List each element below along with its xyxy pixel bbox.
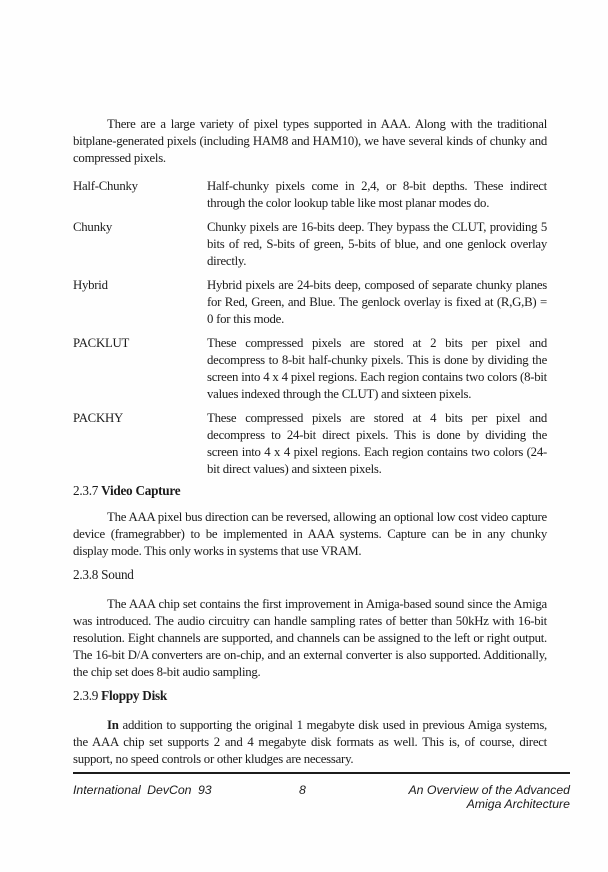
footer-page-number: 8 [299,783,306,797]
definition-row [73,335,547,403]
definition-term: PACKLUT [73,336,130,350]
section-title: Floppy Disk [101,688,167,703]
intro-paragraph: There are a large variety of pixel types supported in AAA. Along with the traditional bitplane-generated pixels (including HAM8 and HAM10), we have several kinds of chunky and compressed pixels. [73,117,547,165]
definition-description: These compressed pixels are stored at 2 bits per pixel and decompress to 8-bit half-chunky pixels. This is done by dividing the screen into 4 x 4 pixel regions. Each region contains two colors (8-bit values indexed through the CLUT) and sixteen pixels. [207,336,547,401]
section-number: 2.3.7 [73,483,99,498]
definition-description: Half-chunky pixels come in 2,4, or 8-bit depths. These indirect through the color lookup table like most planar modes do. [207,179,547,210]
section-heading-floppy-disk [73,687,570,704]
footer-chapter-title [408,783,570,811]
sound-paragraph: The AAA chip set contains the first improvement in Amiga-based sound since the Amiga was introduced. The audio circuitry can handle sampling rates of better than 50kHz with 16-bit resolution. Eight channels are supported, and channels can be assigned to the left or right output. The 16-bit D/A converters are on-chip, and an external converter is also supported. Additionally, the chip set does 8-bit audio sampling. [73,597,547,679]
footer-chapter-title-line1: An Overview of the Advanced [408,783,570,797]
definition-description: Hybrid pixels are 24-bits deep, composed of separate chunky planes for Red, Green, and Blue. The genlock overlay is fixed at (R,G,B) = 0 for this mode. [207,278,547,326]
definition-row [73,410,547,478]
floppy-disk-paragraph [73,717,547,768]
section-heading-sound [73,566,570,583]
definition-term: Chunky [73,220,113,234]
definition-term: Half-Chunky [73,179,138,193]
section-heading-video-capture [73,482,570,499]
definition-row [73,219,547,270]
paragraph-body: addition to supporting the original 1 megabyte disk used in previous Amiga systems, the AAA chip set supports 2 and 4 megabyte disk formats as well. This is, of course, direct support, no speed controls or other kludges are necessary. [73,718,547,766]
footer-rule [73,772,570,774]
section-title: Video Capture [101,483,181,498]
page-footer [73,783,570,811]
definition-description: These compressed pixels are stored at 4 bits per pixel and decompress to 24-bit direct pixels. This is done by dividing the screen into 4 x 4 pixel regions. Each region contains two colors (24-bit direct values) and sixteen pixels. [207,411,547,476]
definition-term: Hybrid [73,278,108,292]
paragraph-lead-word: In [107,718,119,732]
footer-chapter-title-line2: Amiga Architecture [466,797,570,811]
section-number: 2.3.8 [73,567,99,582]
definition-row [73,178,547,212]
definition-description: Chunky pixels are 16-bits deep. They bypass the CLUT, providing 5 bits of red, S-bits of green, 5-bits of blue, and one genlock overlay directly. [207,220,547,268]
video-capture-paragraph: The AAA pixel bus direction can be reversed, allowing an optional low cost video capture device (framegrabber) to be implemented in AAA systems. Capture can be in any chunky display mode. This only works in systems that use VRAM. [73,510,547,558]
definition-row [73,277,547,328]
section-number: 2.3.9 [73,688,99,703]
footer-document-title: International DevCon 93 [73,783,212,797]
definition-term: PACKHY [73,411,123,425]
pixel-type-definition-list [73,178,547,478]
section-title: Sound [101,567,134,582]
